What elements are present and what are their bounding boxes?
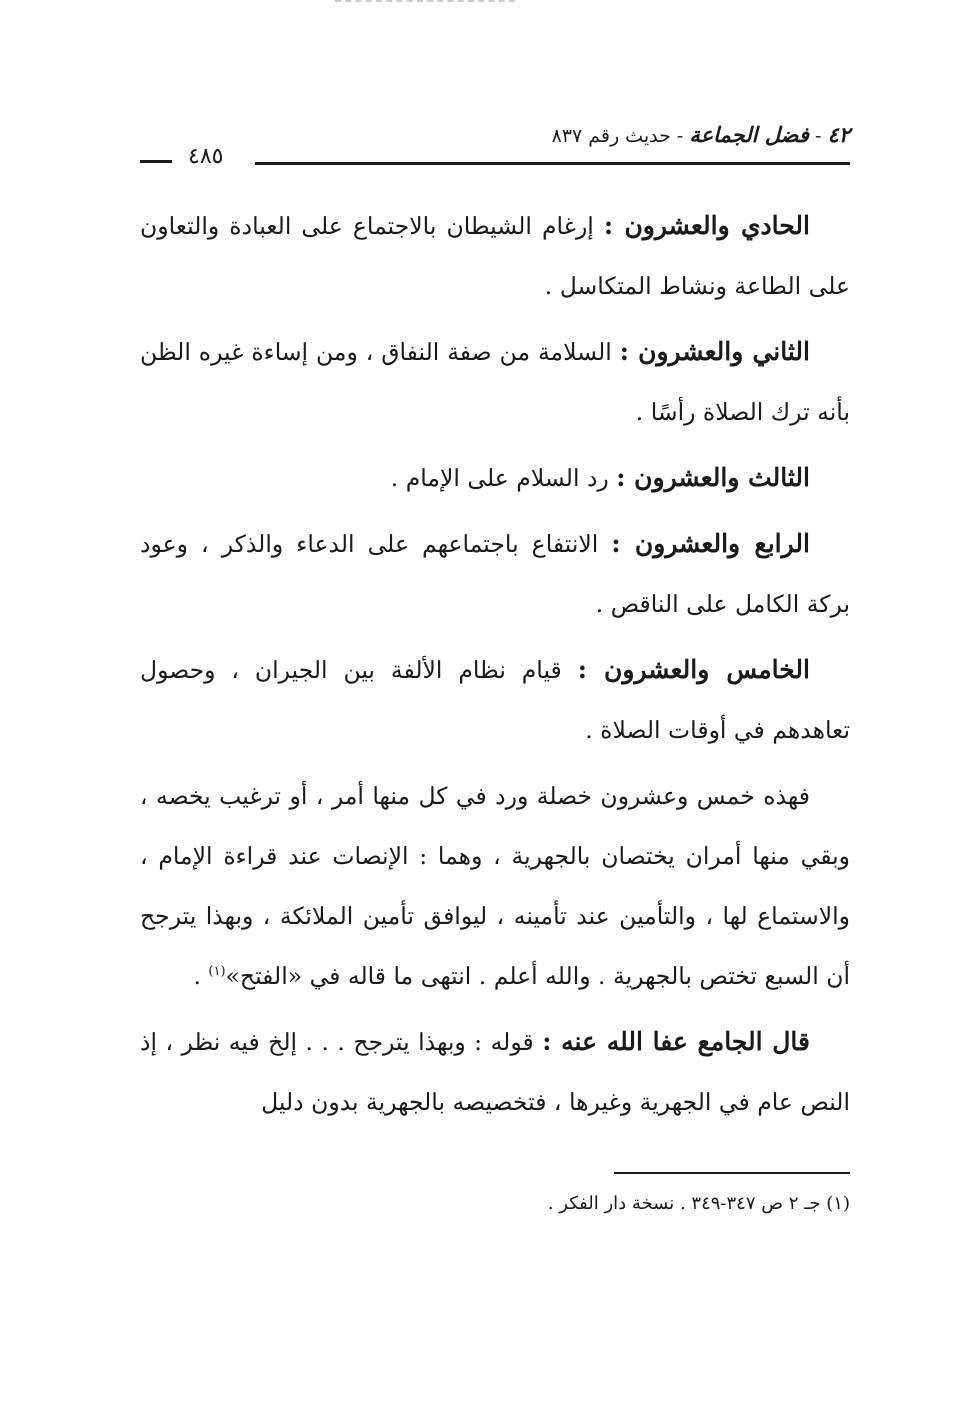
paragraph-body: قيام نظام الألفة بين الجيران ، وحصول تعاهدهم في أوقات الصلاة . [140, 656, 850, 744]
paragraph-24 [140, 514, 850, 634]
paragraph-lead: الحادي والعشرون : [603, 211, 810, 240]
paragraph-25 [140, 640, 850, 760]
page-number: ٤٨٥ [188, 144, 224, 169]
paragraph-22 [140, 322, 850, 442]
paragraph-21 [140, 196, 850, 316]
compiler-paragraph [140, 1012, 850, 1132]
paragraph-body: فهذه خمس وعشرون خصلة ورد في كل منها أمر ، أو ترغيب يخصه ، وبقي منها أمران يختصان بالجهرية ، وهما : الإنصات عند قراءة الإمام ، والاستماع لها ، والتأمين عند تأمينه ، ليوافق تأمين الملائكة ، وبهذا يترجح أن السبع تختص بالجهرية . والله أعلم . انتهى ما قاله في «الفتح» [140, 782, 850, 990]
paragraph-body: الانتفاع باجتماعهم على الدعاء والذكر ، وعود بركة الكامل على الناقص . [140, 530, 850, 618]
paragraph-lead: قال الجامع عفا الله عنه : [542, 1027, 810, 1056]
paragraph-lead: الخامس والعشرون : [577, 655, 810, 684]
paragraph-lead: الرابع والعشرون : [611, 529, 810, 558]
paragraph-lead: الثاني والعشرون : [619, 337, 810, 366]
footnote-text: جـ ٢ ص ٣٤٧-٣٤٩ . نسخة دار الفكر . [547, 1193, 827, 1214]
body-text [140, 196, 850, 1138]
chapter-name: فضل الجماعة [689, 122, 809, 147]
paragraph-body: إرغام الشيطان بالاجتماع على العبادة والتعاون على الطاعة ونشاط المتكاسل . [140, 212, 850, 300]
footnote-number: (١) [826, 1193, 850, 1214]
header-rule [255, 162, 850, 165]
paragraph-end: . [193, 962, 209, 990]
chapter-number: ٤٢ [827, 122, 850, 147]
paragraph-body: رد السلام على الإمام . [390, 464, 617, 492]
hadith-reference: حديث رقم ٨٣٧ [551, 125, 671, 147]
header-title [552, 122, 850, 147]
footnote-rule [614, 1172, 850, 1174]
paragraph-23 [140, 448, 850, 508]
header-separator: - [670, 125, 690, 147]
header-separator: - [808, 125, 828, 147]
paragraph-body: السلامة من صفة النفاق ، ومن إساءة غيره الظن بأنه ترك الصلاة رأسًا . [140, 338, 850, 426]
top-edge-marks [335, 0, 515, 8]
paragraph-lead: الثالث والعشرون : [616, 463, 810, 492]
page-number-dash [140, 160, 172, 163]
summary-paragraph [140, 766, 850, 1006]
paragraph-body: قوله : وبهذا يترجح . . . إلخ فيه نظر ، إذ النص عام في الجهرية وغيرها ، فتخصيصه بالجهرية بدون دليل [140, 1028, 850, 1116]
footnote-marker[interactable]: (١) [208, 964, 226, 980]
footnote [140, 1190, 850, 1218]
running-header [140, 122, 850, 172]
